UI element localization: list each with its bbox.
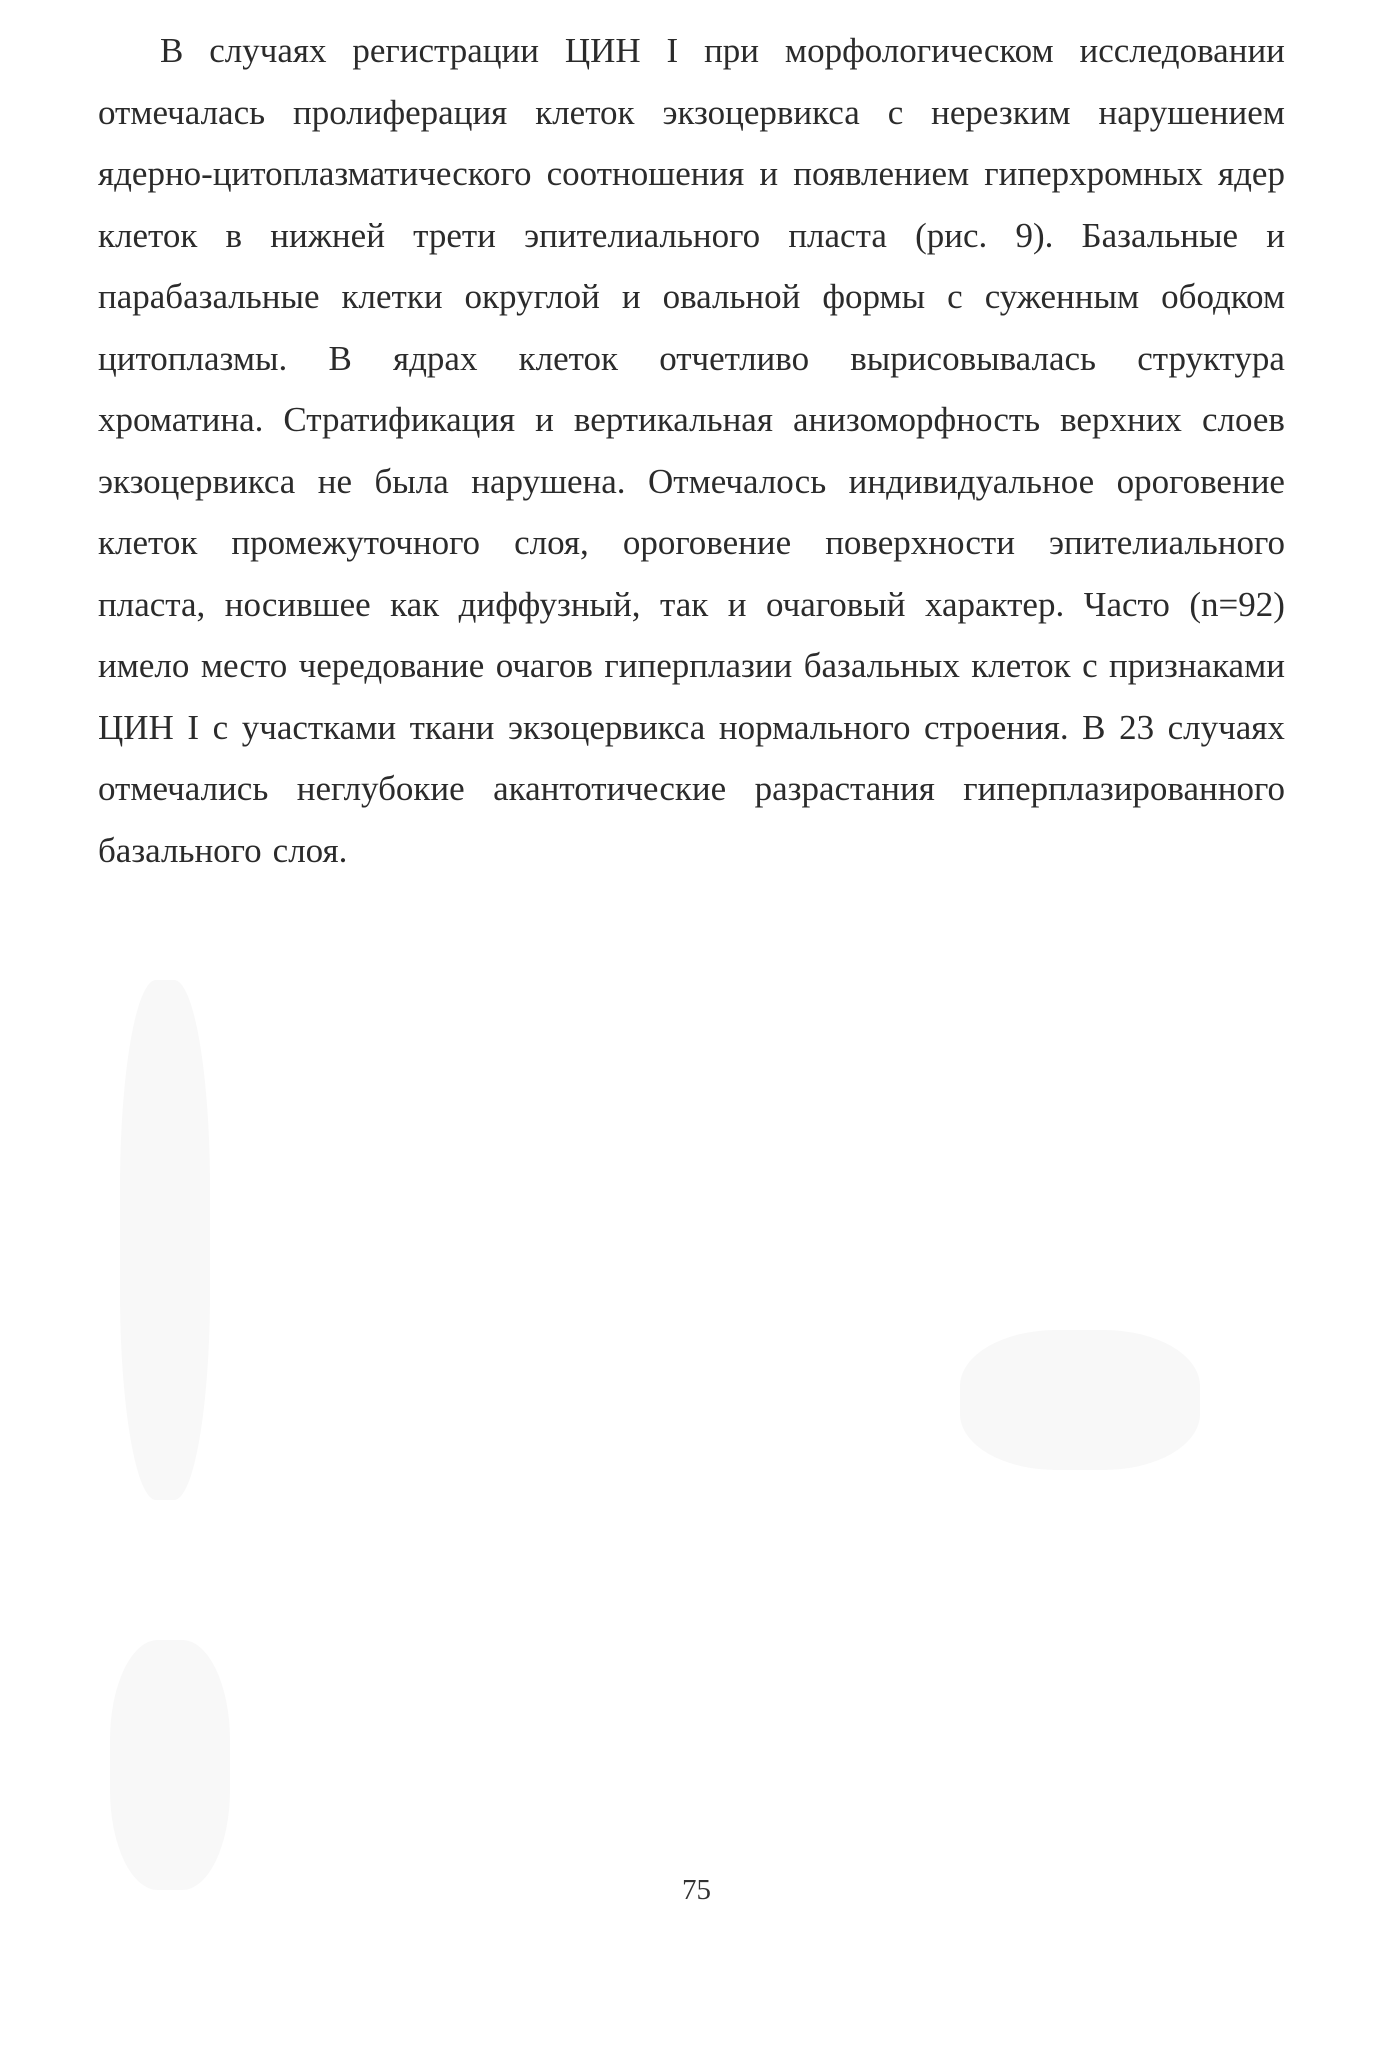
paragraph-line: парабазальные клетки округлой и овальной формы с суженным ободком (98, 277, 1285, 316)
paragraph-line: базального слоя. (98, 830, 348, 870)
paragraph-line: клеток промежуточного слоя, ороговение поверхности эпителиального (98, 523, 1285, 562)
paragraph-line: цитоплазмы. В ядрах клеток отчетливо вырисовывалась структура (98, 338, 1285, 378)
paragraph-line: экзоцервикса не была нарушена. Отмечалось индивидуальное ороговение (98, 461, 1285, 501)
paragraph-line: отмечалась пролиферация клеток экзоцервикса с нерезким нарушением (98, 92, 1285, 132)
body-paragraph (98, 20, 1285, 881)
scan-artifact (120, 980, 210, 1500)
paragraph-line: ядерно-цитоплазматического соотношения и появлением гиперхромных ядер (98, 154, 1285, 193)
paragraph-line: ЦИН I с участками ткани экзоцервикса нормального строения. В 23 случаях (98, 707, 1285, 747)
paragraph-line: хроматина. Стратификация и вертикальная анизоморфность верхних слоев (98, 400, 1285, 439)
scan-artifact (110, 1640, 230, 1890)
paragraph-line: отмечались неглубокие акантотические разрастания гиперплазированного (98, 769, 1285, 808)
paragraph-line: В случаях регистрации ЦИН I при морфологическом исследовании (160, 31, 1285, 70)
paragraph-line: имело место чередование очагов гиперплазии базальных клеток с признаками (98, 646, 1285, 685)
scan-artifact (960, 1330, 1200, 1470)
page-number: 75 (682, 1874, 711, 1906)
paragraph-line: клеток в нижней трети эпителиального пласта (рис. 9). Базальные и (98, 215, 1285, 255)
paragraph-line: пласта, носившее как диффузный, так и очаговый характер. Часто (n=92) (98, 584, 1285, 624)
